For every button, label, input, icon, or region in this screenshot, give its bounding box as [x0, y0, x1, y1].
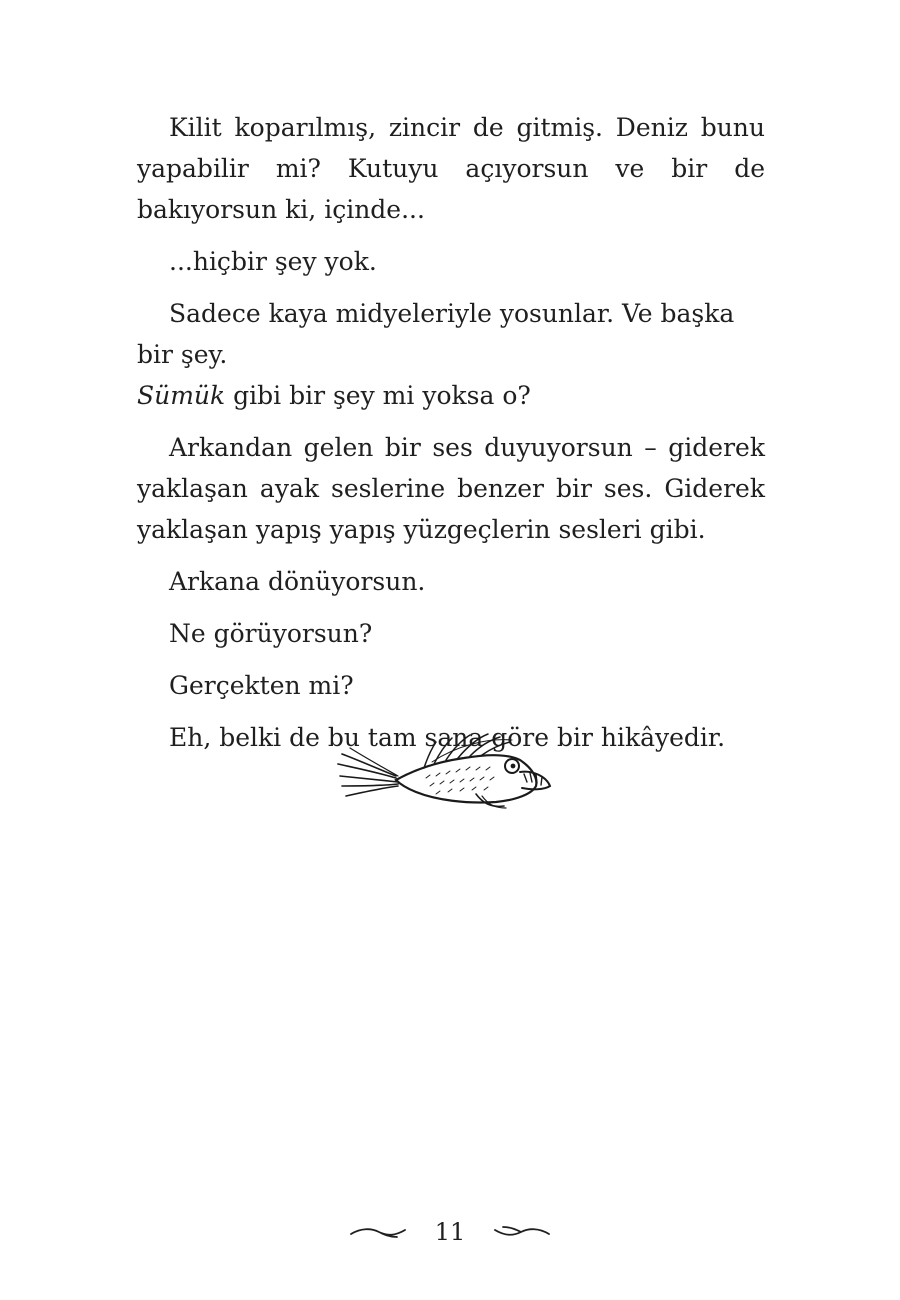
paragraph-2: ...hiçbir şey yok. — [169, 247, 377, 276]
paragraph-6: Ne görüyorsun? — [169, 619, 373, 648]
italic-word: Sümük — [137, 381, 226, 410]
paragraph-3-line-1: Sadece kaya midyeleriyle yosunlar. Ve başka bir şey. — [137, 299, 735, 369]
paragraph-8: Eh, belki de bu tam sana göre bir hikâyedir. — [169, 723, 726, 752]
paragraph-5: Arkana dönüyorsun. — [169, 567, 426, 596]
paragraph-1: Kilit koparılmış, zincir de gitmiş. Deniz bunu yapabilir mi? Kutuyu açıyorsun ve bir de bakıyorsun ki, içinde... — [137, 113, 765, 224]
wave-ornament-icon — [493, 1225, 551, 1239]
fish-illustration-icon — [336, 728, 566, 813]
paragraph-3-line-2: gibi bir şey mi yoksa o? — [225, 381, 531, 410]
body-text — [137, 107, 765, 769]
paragraph-4: Arkandan gelen bir ses duyuyorsun – giderek yaklaşan ayak seslerine benzer bir ses. Giderek yaklaşan yapış yapış yüzgeçlerin sesleri gibi. — [137, 433, 765, 544]
page-number: 11 — [434, 1218, 466, 1246]
paragraph-7: Gerçekten mi? — [169, 671, 354, 700]
wave-ornament-icon — [349, 1225, 407, 1239]
page-footer — [0, 1212, 900, 1252]
paragraph-3 — [137, 293, 765, 416]
